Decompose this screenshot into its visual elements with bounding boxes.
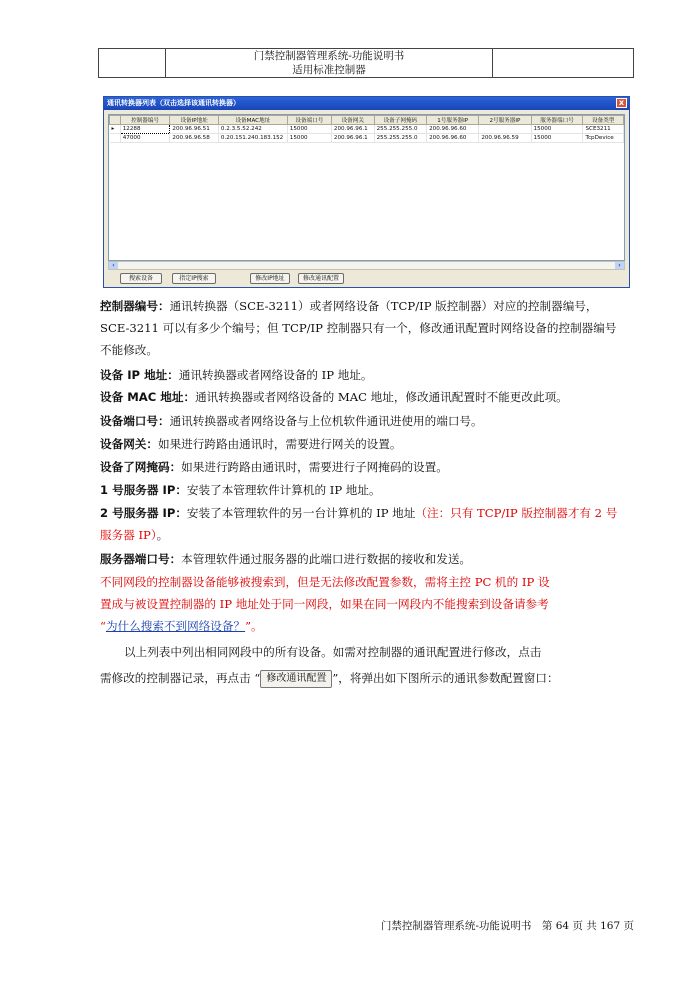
label-device-mac: 设备 MAC 地址： (100, 390, 196, 404)
cell-server-port: 15000 (531, 125, 583, 134)
warning-paragraph (100, 574, 635, 634)
para-server1 (100, 482, 635, 498)
text-server-port: 本管理软件通过服务器的此端口进行数据的接收和发送。 (181, 552, 472, 566)
modify-ip-button[interactable]: 修改IP地址 (250, 273, 290, 284)
scroll-right-icon[interactable]: › (615, 262, 624, 269)
cell-mask: 255.255.255.0 (374, 125, 426, 134)
column-header[interactable]: 2号服务器IP (479, 116, 531, 125)
header-title: 门禁控制器管理系统-功能说明书 (253, 50, 405, 62)
row-marker-icon (110, 134, 121, 143)
cell-device-type: TcpDevice (583, 134, 624, 143)
cell-controller-id: 12288 (120, 125, 170, 134)
para-list-intro (100, 644, 635, 688)
row-marker-header (110, 116, 121, 125)
cell-mask: 255.255.255.0 (374, 134, 426, 143)
label-device-gateway: 设备网关： (100, 437, 158, 451)
text-device-ip: 通讯转换器或者网络设备的 IP 地址。 (178, 368, 373, 382)
page-footer: 门禁控制器管理系统-功能说明书 第 64 页 共 167 页 (380, 920, 634, 932)
para-device-ip (100, 367, 635, 383)
para-server2 (100, 505, 635, 543)
column-header[interactable]: 设备子网掩码 (374, 116, 426, 125)
column-header[interactable]: 设备IP地址 (170, 116, 219, 125)
grid-header-row (110, 116, 624, 125)
text-device-mask: 如果进行跨路由通讯时，需要进行子网掩码的设置。 (181, 460, 448, 474)
header-center-cell (166, 49, 493, 78)
cell-ip: 200.96.96.58 (170, 134, 219, 143)
cell-mac: 0.20.151.240.183.152 (218, 134, 287, 143)
column-header[interactable]: 控制器编号 (120, 116, 170, 125)
cell-server1: 200.96.96.60 (427, 125, 479, 134)
para-device-mac (100, 389, 635, 405)
para-device-mask (100, 459, 635, 475)
label-device-port: 设备端口号： (100, 414, 170, 428)
header-subtitle: 适用标准控制器 (292, 64, 366, 76)
row-marker-icon: ▸ (110, 125, 121, 134)
para-device-port (100, 413, 635, 429)
column-header[interactable]: 1号服务器IP (427, 116, 479, 125)
modify-comm-config-button[interactable]: 修改通讯配置 (298, 273, 344, 284)
cell-mac: 0.2.3.5.52.242 (218, 125, 287, 134)
cell-server1: 200.96.96.60 (427, 134, 479, 143)
list-intro-line-2b: ”，将弹出如下图所示的通讯参数配置窗口： (332, 671, 559, 685)
scroll-left-icon[interactable]: ‹ (109, 262, 118, 269)
cell-device-type: SCE3211 (583, 125, 624, 134)
para-server-port (100, 551, 635, 567)
column-header[interactable]: 设备类型 (583, 116, 624, 125)
text-controller-id-2: SCE-3211 可以有多少个编号；但 TCP/IP 控制器只有一个，修改通讯配置时网络设备的控制器编号 (100, 321, 617, 335)
why-cannot-find-link[interactable]: 为什么搜索不到网络设备？ (105, 619, 246, 633)
para-device-gateway (100, 436, 635, 452)
cell-controller-id: 47000 (120, 134, 170, 143)
text-server2-end: 。 (156, 528, 169, 542)
warning-quote-open: “ (100, 619, 106, 633)
text-device-gateway: 如果进行跨路由通讯时，需要进行网关的设置。 (157, 437, 402, 451)
specify-ip-search-button[interactable]: 指定IP搜索 (172, 273, 216, 284)
device-grid (108, 114, 625, 261)
text-controller-id-1: 通讯转换器（SCE-3211）或者网络设备（TCP/IP 版控制器）对应的控制器编号， (169, 299, 598, 313)
label-device-mask: 设备了网掩码： (100, 460, 182, 474)
page-header (98, 48, 634, 78)
text-controller-id-3: 不能修改。 (100, 343, 158, 357)
column-header[interactable]: 设备MAC地址 (218, 116, 287, 125)
label-device-ip: 设备 IP 地址： (100, 368, 179, 382)
cell-server2: 200.96.96.59 (479, 134, 531, 143)
modify-comm-config-inline-button: 修改通讯配置 (260, 670, 332, 688)
note-server2-2: 服务器 IP） (100, 528, 157, 542)
cell-server-port: 15000 (531, 134, 583, 143)
window-titlebar (104, 97, 629, 110)
warning-quote-close: ”。 (245, 619, 263, 633)
column-header[interactable]: 服务器端口号 (531, 116, 583, 125)
text-device-mac: 通讯转换器或者网络设备的 MAC 地址，修改通讯配置时不能更改此项。 (195, 390, 568, 404)
column-header[interactable]: 设备网关 (331, 116, 374, 125)
list-intro-line-1: 以上列表中列出相同网段中的所有设备。如需对控制器的通讯配置进行修改，点击 (124, 645, 542, 659)
table-row[interactable] (110, 134, 624, 143)
cell-gateway: 200.96.96.1 (331, 125, 374, 134)
para-controller-id (100, 298, 635, 358)
warning-line-1: 不同网段的控制器设备能够被搜索到，但是无法修改配置参数，需将主控 PC 机的 IP 设 (100, 575, 550, 589)
cell-ip: 200.96.96.51 (170, 125, 219, 134)
cell-port: 15000 (287, 125, 331, 134)
text-server2: 安装了本管理软件的另一台计算机的 IP 地址 (186, 506, 416, 520)
cell-server2 (479, 125, 531, 134)
label-controller-id: 控制器编号： (100, 299, 170, 313)
label-server-port: 服务器端口号： (100, 552, 182, 566)
list-intro-line-2a: 需修改的控制器记录，再点击 “ (100, 671, 261, 685)
label-server1: 1 号服务器 IP： (100, 483, 187, 497)
header-right-cell (493, 49, 634, 78)
text-device-port: 通讯转换器或者网络设备与上位机软件通讯进使用的端口号。 (169, 414, 483, 428)
note-server2-1: （注：只有 TCP/IP 版控制器才有 2 号 (415, 506, 618, 520)
horizontal-scrollbar[interactable] (108, 261, 625, 270)
cell-port: 15000 (287, 134, 331, 143)
warning-line-2: 置成与被设置控制器的 IP 地址处于同一网段，如果在同一网段内不能搜索到设备请参考 (100, 597, 549, 611)
search-devices-button[interactable]: 搜索设备 (120, 273, 162, 284)
text-server1: 安装了本管理软件计算机的 IP 地址。 (186, 483, 381, 497)
label-server2: 2 号服务器 IP： (100, 506, 187, 520)
cell-gateway: 200.96.96.1 (331, 134, 374, 143)
converter-list-window (103, 96, 630, 288)
column-header[interactable]: 设备端口号 (287, 116, 331, 125)
close-icon[interactable]: x (616, 98, 627, 108)
table-row[interactable] (110, 125, 624, 134)
header-left-cell (99, 49, 166, 78)
window-title: 通讯转换器列表（双击选择该通讯转换器） (107, 99, 240, 107)
